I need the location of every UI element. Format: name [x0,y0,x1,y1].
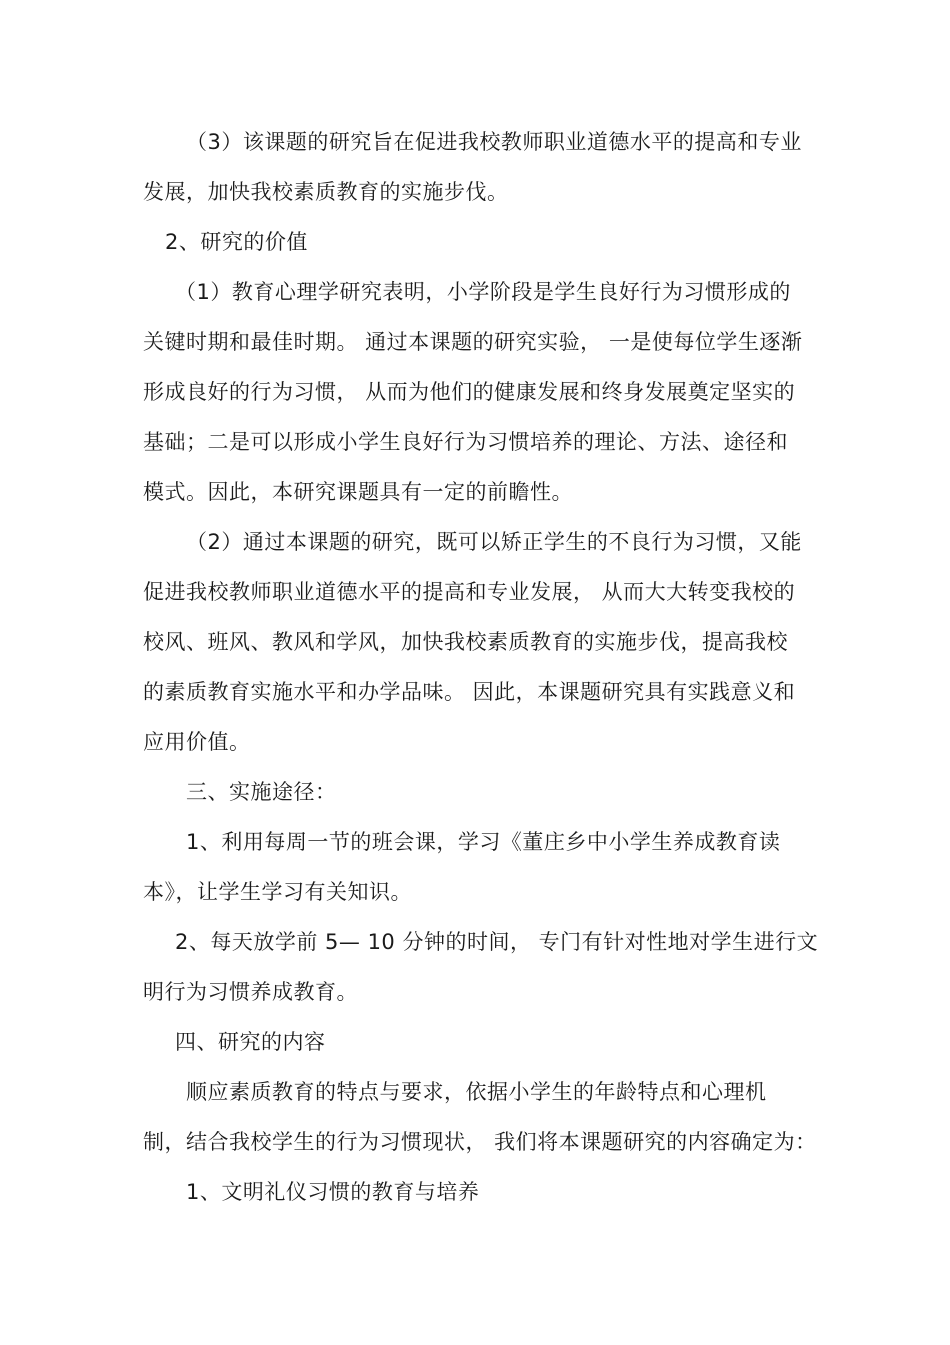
paragraph-line-8: 模式。因此，本研究课题具有一定的前瞻性。 [143,480,573,504]
paragraph-line-11: 校风、班风、教风和学风，加快我校素质教育的实施步伐，提高我校 [143,630,788,654]
section-heading-value: 2、研究的价值 [165,230,308,254]
paragraph-line-12: 的素质教育实施水平和办学品味。 因此，本课题研究具有实践意义和 [143,680,796,704]
paragraph-line-10: 促进我校教师职业道德水平的提高和专业发展， 从而大大转变我校的 [143,580,796,604]
paragraph-line-20: 顺应素质教育的特点与要求，依据小学生的年龄特点和心理机 [186,1080,767,1104]
section-heading-content: 四、研究的内容 [175,1030,326,1054]
paragraph-line-13: 应用价值。 [143,730,251,754]
paragraph-line-21: 制，结合我校学生的行为习惯现状， 我们将本课题研究的内容确定为： [143,1130,817,1154]
paragraph-line-2: 发展，加快我校素质教育的实施步伐。 [143,180,509,204]
paragraph-line-18: 明行为习惯养成教育。 [143,980,358,1004]
paragraph-line-16: 本》，让学生学习有关知识。 [143,880,412,904]
paragraph-line-9: （2）通过本课题的研究，既可以矫正学生的不良行为习惯，又能 [186,530,802,554]
list-item-etiquette: 1、文明礼仪习惯的教育与培养 [186,1180,480,1204]
paragraph-line-1: （3）该课题的研究旨在促进我校教师职业道德水平的提高和专业 [186,130,802,154]
paragraph-line-17: 2、每天放学前 5— 10 分钟的时间， 专门有针对性地对学生进行文 [175,930,819,954]
section-heading-implementation: 三、实施途径： [186,780,337,804]
paragraph-line-7: 基础；二是可以形成小学生良好行为习惯培养的理论、方法、途径和 [143,430,788,454]
paragraph-line-15: 1、利用每周一节的班会课，学习《董庄乡中小学生养成教育读 [186,830,781,854]
paragraph-line-6: 形成良好的行为习惯， 从而为他们的健康发展和终身发展奠定坚实的 [143,380,796,404]
paragraph-line-5: 关键时期和最佳时期。 通过本课题的研究实验， 一是使每位学生逐渐 [143,330,803,354]
paragraph-line-4: （1）教育心理学研究表明，小学阶段是学生良好行为习惯形成的 [175,280,791,304]
